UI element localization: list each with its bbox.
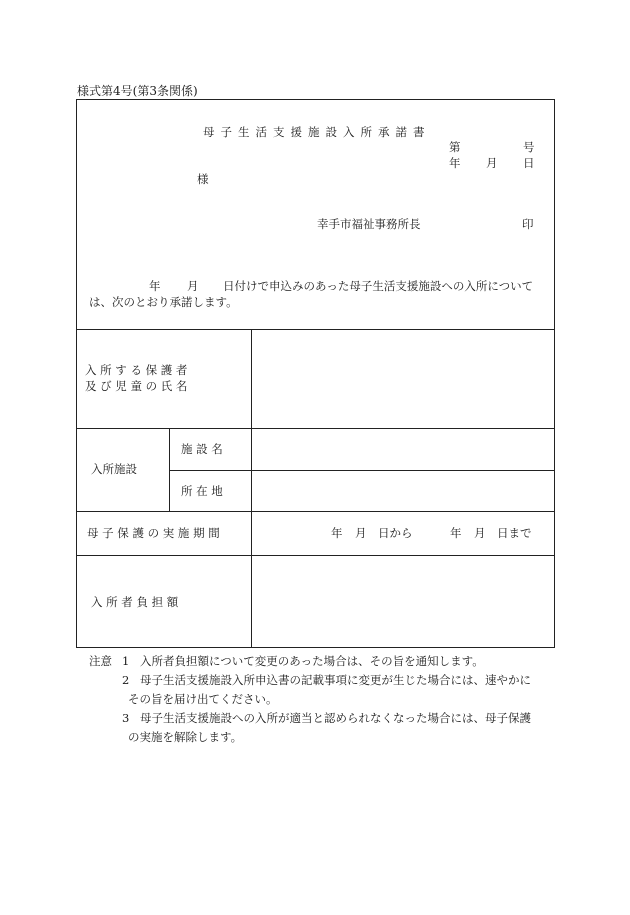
period-to-month: 月 (474, 526, 486, 540)
period-from-text: 日から (378, 526, 413, 540)
note-text-continued: その旨を届け出てください。 (128, 692, 278, 706)
issuer-name: 幸手市福祉事務所長 (317, 217, 421, 231)
note-text: 母子生活支援施設入所申込書の記載事項に変更が生じた場合には、速やかに (140, 673, 531, 687)
period-from-year: 年 (331, 526, 343, 540)
date-day: 日 (523, 156, 535, 170)
period-to-text: 日まで (497, 526, 532, 540)
number-go: 号 (523, 140, 535, 154)
body-text-line2: は、次のとおり承諾します。 (89, 295, 238, 309)
note-number: 1 (122, 654, 130, 668)
note-text: 入所者負担額について変更のあった場合は、その旨を通知します。 (140, 654, 484, 668)
divider-line (169, 428, 170, 511)
approval-form-frame (76, 99, 555, 648)
period-label: 母 子 保 護 の 実 施 期 間 (87, 526, 220, 540)
seal-mark: 印 (522, 217, 534, 231)
body-text-line1: 日付けで申込みのあった母子生活支援施設への入所について (223, 279, 534, 293)
date-year: 年 (449, 156, 461, 170)
guardian-label-line2: 及 び 児 童 の 氏 名 (85, 379, 188, 393)
addressee-sama: 様 (197, 172, 209, 186)
divider-line (77, 555, 554, 556)
note-number: 2 (122, 673, 130, 687)
period-from-month: 月 (355, 526, 367, 540)
divider-line (77, 329, 554, 330)
divider-line (169, 470, 554, 471)
notes-header: 注意 (89, 654, 112, 668)
divider-line (77, 511, 554, 512)
facility-label: 入所施設 (91, 462, 137, 476)
body-year: 年 (149, 279, 161, 293)
number-dai: 第 (449, 140, 461, 154)
form-number-label: 様式第4号(第3条関係) (77, 84, 198, 98)
divider-line (77, 428, 554, 429)
note-number: 3 (122, 711, 130, 725)
note-text-continued: の実施を解除します。 (128, 730, 243, 744)
facility-location-label: 所 在 地 (181, 484, 223, 498)
body-month: 月 (187, 279, 199, 293)
note-text: 母子生活支援施設への入所が適当と認められなくなった場合には、母子保護 (140, 711, 531, 725)
document-title: 母子生活支援施設入所承諾書 (203, 125, 431, 139)
date-month: 月 (486, 156, 498, 170)
divider-line (251, 329, 252, 647)
guardian-label-line1: 入 所 す る 保 護 者 (85, 363, 188, 377)
period-to-year: 年 (450, 526, 462, 540)
burden-label: 入 所 者 負 担 額 (91, 595, 179, 609)
facility-name-label: 施 設 名 (181, 442, 223, 456)
